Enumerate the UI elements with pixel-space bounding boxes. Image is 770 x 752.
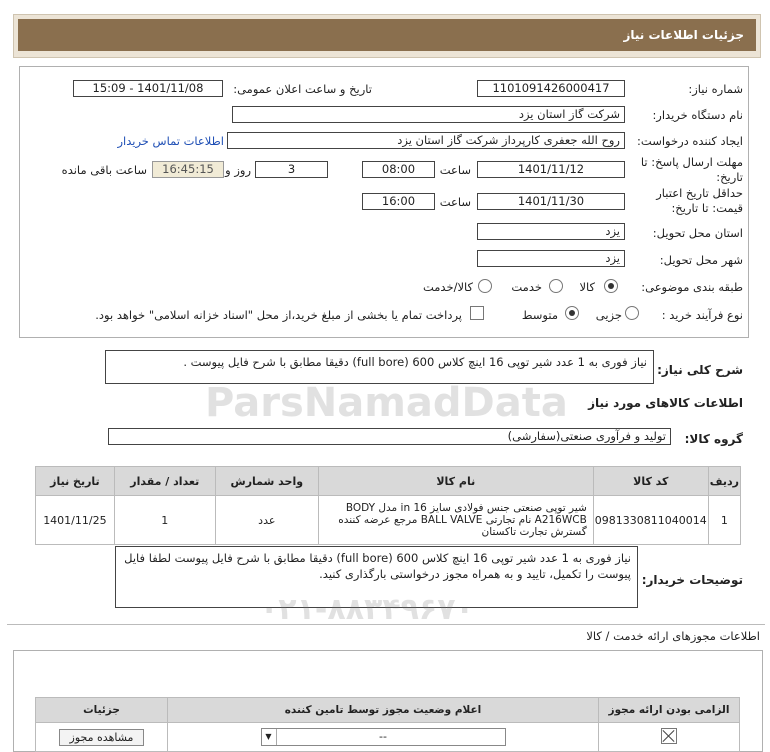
- need-number-field: 1101091426000417: [477, 80, 625, 97]
- requester-label: ایجاد کننده درخواست:: [637, 134, 743, 148]
- category-goods-service-label: کالا/خدمت: [422, 280, 473, 294]
- treasury-payment-note: پرداخت تمام یا بخشی از مبلغ خرید،از محل "اسناد خزانه اسلامی" خواهد بود.: [95, 308, 462, 322]
- buyer-notes-line-1: نیاز فوری به 1 عدد شیر توپی 16 اینچ کلاس 600 (full bore) دقیقا مطابق با شرح فایل پیوست لطفا فایل: [124, 551, 631, 565]
- requester-field: روح الله جعفری کارپرداز شرکت گاز استان یزد: [227, 132, 625, 149]
- buyer-notes-text: [115, 546, 638, 608]
- summary-text: نیاز فوری به 1 عدد شیر توپی 16 اینچ کلاس 600 (full bore) دقیقا مطابق با شرح فایل پیوست .: [105, 350, 654, 384]
- category-radio-service[interactable]: [549, 279, 563, 293]
- chevron-down-icon: ▼: [262, 729, 277, 745]
- license-required-cell: [599, 723, 740, 752]
- deadline-time-field: 08:00: [362, 161, 435, 178]
- category-radio-goods-service[interactable]: [478, 279, 492, 293]
- validity-label: حداقل تاریخ اعتبار: [656, 186, 743, 200]
- process-radio-medium[interactable]: [565, 306, 579, 320]
- row-number: 1: [708, 496, 740, 545]
- col-unit: واحد شمارش: [215, 467, 318, 496]
- province-field: یزد: [477, 223, 625, 240]
- goods-section-title: اطلاعات کالاهای مورد نیاز: [588, 396, 743, 410]
- remaining-label: ساعت باقی مانده: [61, 163, 147, 177]
- process-partial-label: جزیی: [595, 308, 622, 322]
- col-row: ردیف: [708, 467, 740, 496]
- province-label: استان محل تحویل:: [652, 226, 743, 240]
- buyer-contact-link[interactable]: اطلاعات تماس خریدار: [117, 134, 224, 148]
- days-field: 3: [255, 161, 328, 178]
- required-x-icon: [661, 728, 677, 744]
- item-unit: عدد: [215, 496, 318, 545]
- table-row: [36, 496, 741, 545]
- city-field: یزد: [477, 250, 625, 267]
- need-number-label: شماره نیاز:: [688, 82, 743, 96]
- license-details-cell: [36, 723, 168, 752]
- validity-date-field: 1401/11/30: [477, 193, 625, 210]
- col-license-details: جزئیات: [36, 698, 168, 723]
- col-qty: تعداد / مقدار: [114, 467, 215, 496]
- view-license-button[interactable]: مشاهده مجوز: [59, 729, 145, 746]
- page-header: [13, 14, 761, 58]
- announce-label: تاریخ و ساعت اعلان عمومی:: [233, 82, 372, 96]
- goods-group-field: تولید و فرآوری صنعتی(سفارشی): [108, 428, 671, 445]
- deadline-date-field: 1401/11/12: [477, 161, 625, 178]
- validity-time-field: 16:00: [362, 193, 435, 210]
- license-status-cell: [168, 723, 599, 752]
- process-medium-label: متوسط: [521, 308, 558, 322]
- remaining-time-field: 16:45:15: [152, 161, 224, 178]
- watermark-brand: ParsNamadData: [205, 380, 568, 426]
- treasury-payment-checkbox[interactable]: [470, 306, 484, 320]
- validity-label-2: قیمت: تا تاریخ:: [671, 201, 743, 215]
- col-date: تاریخ نیاز: [36, 467, 115, 496]
- category-label: طبقه بندی موضوعی:: [641, 280, 743, 294]
- city-label: شهر محل تحویل:: [659, 253, 743, 267]
- process-label: نوع فرآیند خرید :: [661, 308, 743, 322]
- col-code: کد کالا: [593, 467, 708, 496]
- license-status-value: --: [379, 730, 387, 743]
- category-goods-label: کالا: [579, 280, 595, 294]
- buyer-notes-line-2: پیوست را تکمیل، تایید و به همراه مجوز درخواستی بارگذاری کنید.: [319, 567, 631, 581]
- buyer-org-label: نام دستگاه خریدار:: [652, 108, 743, 122]
- category-radio-goods[interactable]: [604, 279, 618, 293]
- goods-group-label: گروه کالا:: [684, 432, 743, 446]
- item-name: [318, 496, 593, 545]
- item-date: 1401/11/25: [36, 496, 115, 545]
- item-name-line-1: شیر توپی صنعتی جنس فولادی سایز 16 in مدل BODY: [345, 502, 587, 514]
- deadline-time-label: ساعت: [439, 163, 471, 177]
- col-license-status: اعلام وضعیت مجوز توسط تامین کننده: [168, 698, 599, 723]
- table-row: [36, 723, 740, 752]
- announce-field: 1401/11/08 - 15:09: [73, 80, 223, 97]
- watermark-phone: ۰۲۱-۸۸۳۴۹۶۷۰: [260, 592, 474, 627]
- licenses-section-title: اطلاعات مجوزهای ارائه خدمت / کالا: [586, 629, 760, 643]
- days-label: روز و: [225, 163, 251, 177]
- category-service-label: خدمت: [511, 280, 542, 294]
- validity-time-label: ساعت: [439, 195, 471, 209]
- licenses-table: [35, 697, 740, 752]
- item-code: 0981330811040014: [593, 496, 708, 545]
- deadline-label: مهلت ارسال پاسخ: تا: [640, 155, 743, 169]
- col-license-required: الزامی بودن ارائه مجوز: [599, 698, 740, 723]
- process-radio-partial[interactable]: [625, 306, 639, 320]
- buyer-notes-label: توضیحات خریدار:: [641, 573, 743, 587]
- section-divider: [7, 624, 765, 625]
- deadline-label-2: تاریخ:: [716, 170, 743, 184]
- license-status-select[interactable]: [261, 728, 506, 746]
- item-name-line-3: گسترش تجارت تاکستان: [481, 526, 587, 538]
- goods-table: [35, 466, 741, 545]
- item-name-line-2: A216WCB نام تجارتی BALL VALVE مرجع عرضه کننده: [338, 514, 587, 526]
- page-title: جزئیات اطلاعات نیاز: [18, 19, 756, 51]
- summary-label: شرح کلی نیاز:: [657, 363, 743, 377]
- buyer-org-field: شرکت گاز استان یزد: [232, 106, 625, 123]
- col-name: نام کالا: [318, 467, 593, 496]
- item-qty: 1: [114, 496, 215, 545]
